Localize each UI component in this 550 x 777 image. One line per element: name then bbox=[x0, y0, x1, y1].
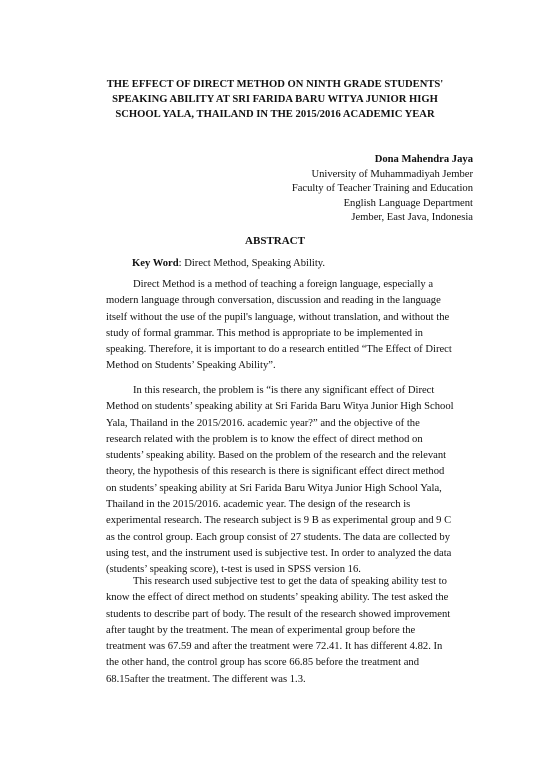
paragraph-line: after taught by the treatment. The mean of experimental group before the bbox=[106, 624, 416, 636]
paragraph-line: theory, the hypothesis of this research is there is significant effect direct method bbox=[106, 466, 445, 478]
abstract-paragraph bbox=[106, 277, 452, 375]
abstract-paragraph bbox=[106, 383, 454, 579]
paragraph-line: This research used subjective test to get the data of speaking ability test to bbox=[133, 576, 447, 587]
title-line: THE EFFECT OF DIRECT METHOD ON NINTH GRADE STUDENTS' bbox=[106, 79, 444, 90]
paragraph-line: students to describe part of body. The result of the research showed improvement bbox=[106, 608, 451, 620]
paragraph-line: Yala, Thailand in the 2015/2016. academic year?” and the objective of the bbox=[106, 417, 420, 429]
abstract-paragraph bbox=[106, 574, 451, 688]
paragraph-line: Direct Method is a method of teaching a foreign language, especially a bbox=[133, 279, 434, 290]
keywords-text: : Direct Method, Speaking Ability. bbox=[178, 258, 326, 269]
paragraph-line: Method on students’ speaking ability at Sri Farida Baru Witya Junior High School bbox=[106, 401, 454, 413]
author-name: Dona Mahendra Jaya bbox=[374, 154, 473, 165]
author-affiliation-line: Jember, East Java, Indonesia bbox=[351, 212, 473, 223]
paragraph-line: the other hand, the control group has score 66.85 before the treatment and bbox=[106, 657, 419, 669]
paragraph-line: students’ speaking ability. Based on the problem of the research and the relevant bbox=[106, 450, 447, 462]
author-affiliation-line: English Language Department bbox=[343, 197, 473, 209]
paragraph-line: research related with the problem is to know the effect of direct method on bbox=[106, 433, 423, 445]
paragraph-line: 68.15after the treatment. The different was 1.3. bbox=[106, 673, 306, 685]
paragraph-line: study of formal grammar. This method is appropriate to be implemented in bbox=[106, 327, 423, 339]
author-affiliation-line: University of Muhammadiyah Jember bbox=[311, 168, 473, 180]
title-line: SPEAKING ABILITY AT SRI FARIDA BARU WITYA JUNIOR HIGH bbox=[112, 94, 438, 105]
keywords bbox=[132, 258, 325, 269]
paragraph-line: Method on Students’ Speaking Ability”. bbox=[106, 360, 276, 372]
paragraph-line: (students’ speaking score), t-test is used in SPSS version 16. bbox=[106, 564, 361, 576]
author-block bbox=[292, 153, 473, 226]
abstract-heading: ABSTRACT bbox=[245, 235, 305, 247]
paragraph-line: know the effect of direct method on students’ speaking ability. The test asked the bbox=[106, 592, 449, 604]
paragraph-line: as the control group. Each group consist of 27 students. The data are collected by bbox=[106, 531, 451, 543]
keywords-label: Key Word bbox=[132, 258, 179, 269]
title-line: SCHOOL YALA, THAILAND IN THE 2015/2016 ACADEMIC YEAR bbox=[115, 109, 435, 120]
paragraph-line: experimental research. The research subject is 9 B as experimental group and 9 C bbox=[106, 515, 452, 527]
paragraph-line: Thailand in the 2015/2016. academic year. The design of the research is bbox=[106, 499, 411, 511]
author-affiliation-line: Faculty of Teacher Training and Education bbox=[291, 183, 473, 194]
paper-title bbox=[80, 77, 470, 122]
paragraph-line: treatment was 67.59 and after the treatment were 72.41. It has different 4.82. In bbox=[106, 641, 443, 653]
paragraph-line: using test, and the instrument used is subjective test. In order to analyzed the data bbox=[106, 547, 452, 559]
paragraph-line: speaking. Therefore, it is important to do a research entitled “The Effect of Direct bbox=[106, 344, 452, 356]
paragraph-line: itself without the use of the pupil's language, without translation, and without the bbox=[106, 311, 450, 323]
paragraph-line: on students’ speaking ability at Sri Farida Baru Witya Junior High School Yala, bbox=[106, 482, 442, 494]
paragraph-line: In this research, the problem is “is there any significant effect of Direct bbox=[133, 385, 435, 396]
paragraph-line: modern language through conversation, discussion and reading in the language bbox=[106, 295, 441, 307]
